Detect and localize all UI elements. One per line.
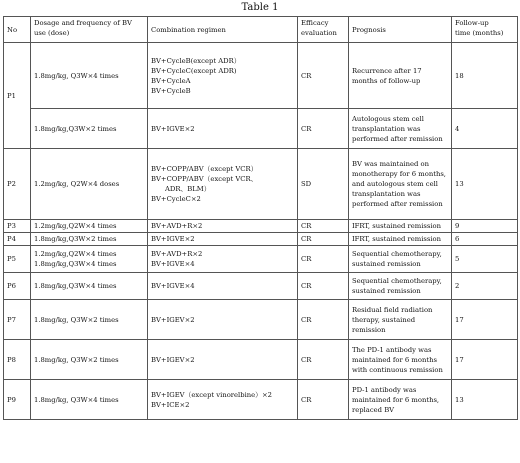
cell-prognosis: The PD-1 antibody was maintained for 6 months with continuous remission: [349, 340, 452, 380]
cell-efficacy: CR: [298, 340, 349, 380]
table-row: [4, 220, 518, 233]
results-table: [3, 16, 518, 420]
table-row: [4, 380, 518, 420]
table-row: [4, 340, 518, 380]
header-followup: Follow-up time (months): [452, 17, 518, 43]
cell-dose: 1.8mg/kg, Q3W×2 times: [31, 300, 148, 340]
cell-efficacy: CR: [298, 220, 349, 233]
cell-followup: 4: [452, 109, 518, 149]
cell-efficacy: SD: [298, 149, 349, 220]
cell-followup: 9: [452, 220, 518, 233]
cell-prognosis: Residual field radiation therapy, sustained remission: [349, 300, 452, 340]
cell-efficacy: CR: [298, 273, 349, 300]
cell-no: P1: [4, 43, 31, 149]
cell-regimen: BV+IGEV×2: [148, 300, 298, 340]
cell-dose: 1.8mg/kg, Q3W×4 times: [31, 43, 148, 109]
cell-prognosis: IFRT, sustained remission: [349, 220, 452, 233]
cell-regimen: BV+IGEV×2: [148, 340, 298, 380]
cell-no: P7: [4, 300, 31, 340]
cell-no: P9: [4, 380, 31, 420]
cell-regimen: BV+IGVE×4: [148, 273, 298, 300]
table-row: [4, 109, 518, 149]
cell-prognosis: BV was maintained on monotherapy for 6 months, and autologous stem cell transplantation was performed after remission: [349, 149, 452, 220]
header-regimen: Combination regimen: [148, 17, 298, 43]
cell-no: P5: [4, 246, 31, 273]
cell-dose: 1.2mg/kg,Q2W×4 times: [31, 220, 148, 233]
cell-efficacy: CR: [298, 246, 349, 273]
table-row: [4, 149, 518, 220]
cell-followup: 13: [452, 149, 518, 220]
cell-dose: 1.8mg/kg,Q3W×2 times: [31, 233, 148, 246]
cell-followup: 6: [452, 233, 518, 246]
cell-dose: 1.8mg/kg, Q3W×2 times: [31, 340, 148, 380]
cell-regimen: BV+CycleB(except ADR） BV+CycleC(except ADR) BV+CycleA BV+CycleB: [148, 43, 298, 109]
cell-no: P8: [4, 340, 31, 380]
cell-efficacy: CR: [298, 43, 349, 109]
cell-efficacy: CR: [298, 233, 349, 246]
cell-dose: 1.2mg/kg, Q2W×4 doses: [31, 149, 148, 220]
header-efficacy: Efficacy evaluation: [298, 17, 349, 43]
cell-prognosis: PD-1 antibody was maintained for 6 months, replaced BV: [349, 380, 452, 420]
cell-dose: 1.8mg/kg,Q3W×4 times: [31, 273, 148, 300]
table-row: [4, 43, 518, 109]
cell-efficacy: CR: [298, 380, 349, 420]
cell-regimen: BV+COPP/ABV（except VCR） BV+COPP/ABV（except VCR、 ADR、BLM） BV+CycleC×2: [148, 149, 298, 220]
cell-dose: 1.8mg/kg, Q3W×4 times: [31, 380, 148, 420]
header-row: [4, 17, 518, 43]
cell-followup: 17: [452, 340, 518, 380]
cell-prognosis: IFRT, sustained remission: [349, 233, 452, 246]
cell-followup: 5: [452, 246, 518, 273]
cell-followup: 18: [452, 43, 518, 109]
cell-followup: 2: [452, 273, 518, 300]
cell-no: P2: [4, 149, 31, 220]
cell-regimen: BV+IGEV（except vinorelbine）×2 BV+ICE×2: [148, 380, 298, 420]
table-row: [4, 273, 518, 300]
table-row: [4, 233, 518, 246]
cell-dose: 1.2mg/kg,Q2W×4 times 1.8mg/kg,Q3W×4 times: [31, 246, 148, 273]
table-row: [4, 246, 518, 273]
cell-no: P4: [4, 233, 31, 246]
cell-regimen: BV+AVD+R×2 BV+IGVE×4: [148, 246, 298, 273]
cell-prognosis: Sequential chemotherapy, sustained remission: [349, 273, 452, 300]
cell-efficacy: CR: [298, 109, 349, 149]
header-prognosis: Prognosis: [349, 17, 452, 43]
cell-regimen: BV+IGVE×2: [148, 109, 298, 149]
cell-followup: 17: [452, 300, 518, 340]
cell-no: P3: [4, 220, 31, 233]
table-row: [4, 300, 518, 340]
header-no: No: [4, 17, 31, 43]
cell-prognosis: Sequential chemotherapy, sustained remission: [349, 246, 452, 273]
table-caption: Table 1: [241, 2, 279, 13]
cell-prognosis: Autologous stem cell transplantation was performed after remission: [349, 109, 452, 149]
cell-prognosis: Recurrence after 17 months of follow-up: [349, 43, 452, 109]
cell-no: P6: [4, 273, 31, 300]
cell-efficacy: CR: [298, 300, 349, 340]
cell-regimen: BV+AVD+R×2: [148, 220, 298, 233]
cell-followup: 13: [452, 380, 518, 420]
header-dose: Dosage and frequency of BV use (dose): [31, 17, 148, 43]
cell-regimen: BV+IGVE×2: [148, 233, 298, 246]
cell-dose: 1.8mg/kg,Q3W×2 times: [31, 109, 148, 149]
